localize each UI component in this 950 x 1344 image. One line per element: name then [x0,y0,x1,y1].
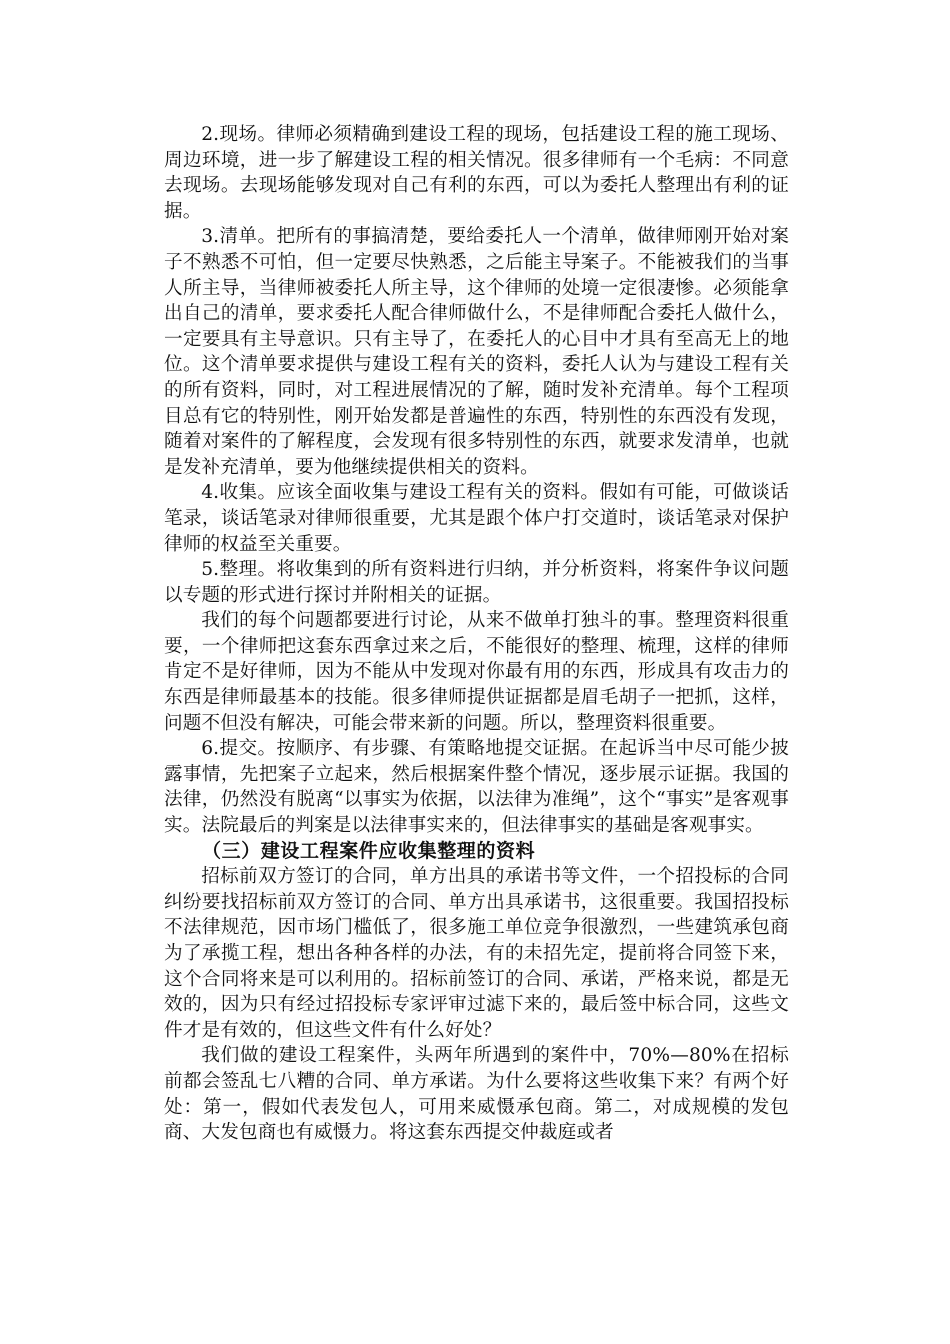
paragraph-discussion: 我们的每个问题都要进行讨论，从来不做单打独斗的事。整理资料很重要，一个律师把这套东西拿过来之后，不能很好的整理、梳理，这样的律师肯定不是好律师，因为不能从中发现对你最有用的东西，形成具有攻击力的东西是律师最基本的技能。很多律师提供证据都是眉毛胡子一把抓，这样，问题不但没有解决，可能会带来新的问题。所以，整理资料很重要。 [164,610,789,734]
document-page [164,122,789,1146]
paragraph-pre-bid-contracts: 招标前双方签订的合同，单方出具的承诺书等文件，一个招投标的合同纠纷要找招标前双方签订的合同、单方出具承诺书，这很重要。我国招投标不法律规范，因市场门槛低了，很多施工单位竞争很激烈，一些建筑承包商为了承揽工程，想出各种各样的办法，有的未招先定，提前将合同签下来，这个合同将来是可以利用的。招标前签订的合同、承诺，严格来说，都是无效的，因为只有经过招投标专家评审过滤下来的，最后签中标合同，这些文件才是有效的，但这些文件有什么好处？ [164,866,789,1041]
paragraph-case-experience: 我们做的建设工程案件，头两年所遇到的案件中，70%—80%在招标前都会签乱七八糟的合同、单方承诺。为什么要将这些收集下来？有两个好处：第一，假如代表发包人，可用来威慑承包商。第二，对成规模的发包商、大发包商也有威慑力。将这套东西提交仲裁庭或者 [164,1045,789,1144]
paragraph-checklist: 3.清单。把所有的事搞清楚，要给委托人一个清单，做律师刚开始对案子不熟悉不可怕，但一定要尽快熟悉，之后能主导案子。不能被我们的当事人所主导，当律师被委托人所主导，这个律师的处境一定很凄惨。必须能拿出自己的清单，要求委托人配合律师做什么，不是律师配合委托人做什么，一定要具有主导意识。只有主导了，在委托人的心目中才具有至高无上的地位。这个清单要求提供与建设工程有关的资料，委托人认为与建设工程有关的所有资料，同时，对工程进展情况的了解，随时发补充清单。每个工程项目总有它的特别性，刚开始发都是普遍性的东西，特别性的东西没有发现，随着对案件的了解程度，会发现有很多特别性的东西，就要求发清单，也就是发补充清单，要为他继续提供相关的资料。 [164,226,789,478]
paragraph-site-visit: 2.现场。律师必须精确到建设工程的现场，包括建设工程的施工现场、周边环境，进一步了解建设工程的相关情况。很多律师有一个毛病：不同意去现场。去现场能够发现对自己有利的东西，可以为委托人整理出有利的证据。 [164,124,789,222]
paragraph-submission: 6.提交。按顺序、有步骤、有策略地提交证据。在起诉当中尽可能少披露事情，先把案子立起来，然后根据案件整个情况，逐步展示证据。我国的法律，仍然没有脱离“以事实为依据，以法律为准绳”，这个“事实”是客观事实。法院最后的判案是以法律事实来的，但法律事实的基础是客观事实。 [164,738,789,837]
section-heading: （三）建设工程案件应收集整理的资料 [202,839,536,862]
paragraph-collection: 4.收集。应该全面收集与建设工程有关的资料。假如有可能，可做谈话笔录，谈话笔录对律师很重要，尤其是跟个体户打交道时，谈话笔录对保护律师的权益至关重要。 [164,482,789,555]
paragraph-organize: 5.整理。将收集到的所有资料进行归纳，并分析资料，将案件争议问题以专题的形式进行探讨并附相关的证据。 [164,559,789,606]
